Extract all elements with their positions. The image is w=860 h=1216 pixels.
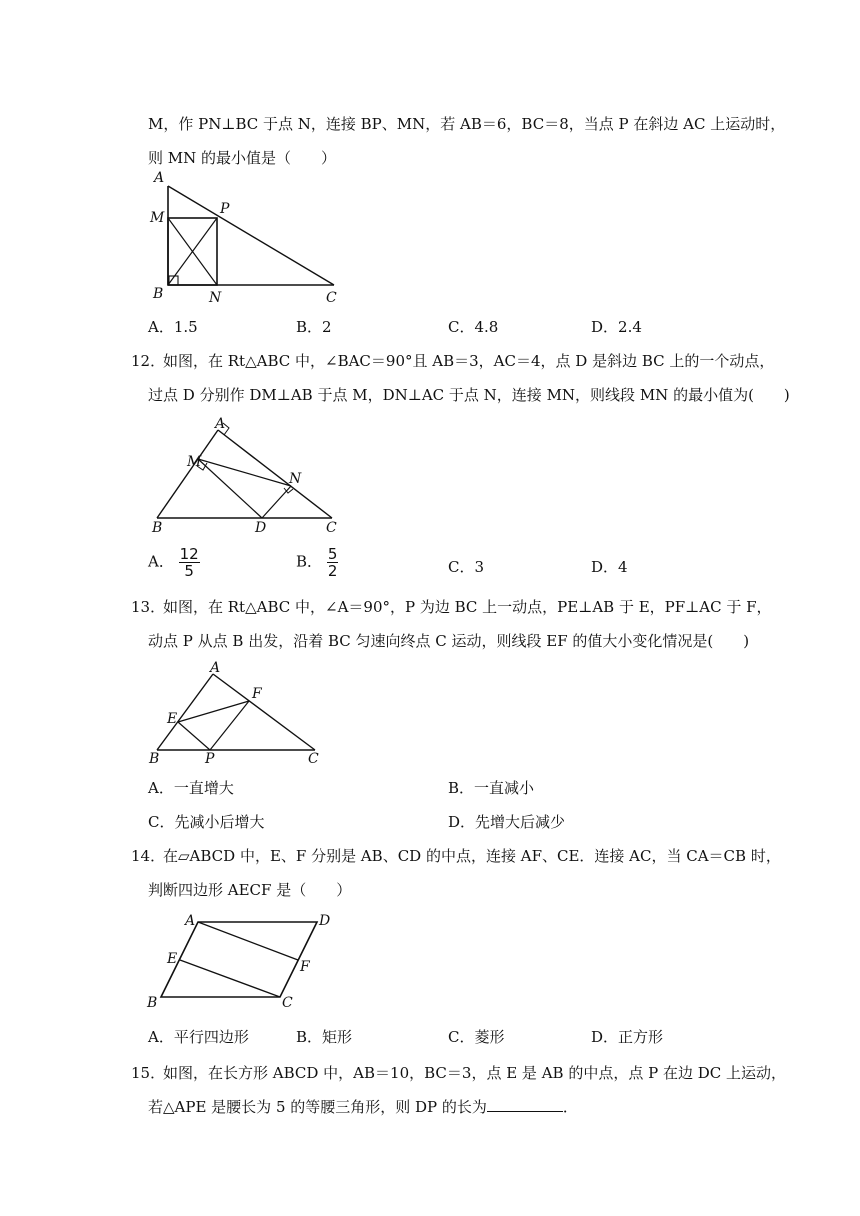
q11-option-b: B．2 xyxy=(296,318,332,336)
q13-label-a: A xyxy=(210,660,221,676)
q14-option-d: D．正方形 xyxy=(591,1028,664,1046)
q12-figure xyxy=(145,415,355,537)
q14-number: 14． xyxy=(131,847,166,865)
q11-label-c: C xyxy=(326,290,337,305)
q13-label-f: F xyxy=(252,686,262,702)
q12-label-m: M xyxy=(187,454,202,470)
q14-option-b: B．矩形 xyxy=(296,1028,353,1046)
q13-label-p: P xyxy=(205,751,215,767)
q12-option-c: C．3 xyxy=(448,558,485,576)
q13-option-d: D．先增大后减少 xyxy=(448,813,566,831)
q11-option-d: D．2.4 xyxy=(591,318,642,336)
q11-option-a: A．1.5 xyxy=(148,318,198,336)
q14-option-a: A．平行四边形 xyxy=(148,1028,249,1046)
q11-label-a: A xyxy=(154,170,165,186)
q11-figure xyxy=(140,165,350,305)
q14-label-d: D xyxy=(319,913,331,929)
q13-label-c: C xyxy=(308,751,319,767)
q11-text-line1: M，作 PN⊥BC 于点 N，连接 BP、MN，若 AB＝6，BC＝8，当点 P 在斜边 AC 上运动时， xyxy=(148,115,786,133)
q11-option-c: C．4.8 xyxy=(448,318,499,336)
q11-label-n: N xyxy=(209,290,222,305)
q15-answer-blank xyxy=(487,1097,563,1112)
q15-text-line1: 如图，在长方形 ABCD 中，AB＝10，BC＝3，点 E 是 AB 的中点，点 P 在边 DC 上运动， xyxy=(163,1064,786,1082)
q15-text-line2-before: 若△APE 是腰长为 5 的等腰三角形，则 DP 的长为 xyxy=(148,1098,487,1116)
q12-option-b-prefix: B． xyxy=(296,552,323,571)
q12-option-a-numerator: 12 xyxy=(179,545,199,563)
q12-option-d: D．4 xyxy=(591,558,628,576)
q12-option-b-fraction xyxy=(327,546,339,579)
q12-label-b: B xyxy=(152,520,163,536)
q14-figure xyxy=(140,905,350,1013)
q14-option-c: C．菱形 xyxy=(448,1028,505,1046)
q13-option-c: C．先减小后增大 xyxy=(148,813,265,831)
q14-label-c: C xyxy=(282,995,293,1011)
q12-number: 12． xyxy=(131,352,166,370)
q12-option-a-denominator: 5 xyxy=(184,562,194,580)
q12-text-line2: 过点 D 分别作 DM⊥AB 于点 M，DN⊥AC 于点 N，连接 MN，则线段 MN 的最小值为( ) xyxy=(148,386,790,404)
q14-text-line1: 在▱ABCD 中，E、F 分别是 AB、CD 的中点，连接 AF、CE．连接 AC，当 CA＝CB 时， xyxy=(163,847,781,865)
q13-number: 13． xyxy=(131,598,166,616)
q12-option-a-fraction xyxy=(179,546,200,579)
q15-number: 15． xyxy=(131,1064,166,1082)
q12-option-b-numerator: 5 xyxy=(327,545,338,563)
q12-option-a xyxy=(148,546,200,579)
q11-label-b: B xyxy=(153,286,164,302)
q11-text-line2: 则 MN 的最小值是（ ） xyxy=(148,149,337,167)
q14-label-a: A xyxy=(185,913,196,929)
q15-text-line2 xyxy=(148,1096,578,1117)
q12-option-a-prefix: A． xyxy=(148,552,174,571)
q12-label-n: N xyxy=(289,471,302,487)
q13-option-b: B．一直减小 xyxy=(448,779,535,797)
q13-text-line2: 动点 P 从点 B 出发，沿着 BC 匀速向终点 C 运动，则线段 EF 的值大小变化情况是( ) xyxy=(148,632,750,650)
q12-label-c: C xyxy=(326,520,337,536)
q13-option-a: A．一直增大 xyxy=(148,779,234,797)
q12-text-line1: 如图，在 Rt△ABC 中，∠BAC＝90°且 AB＝3，AC＝4，点 D 是斜边 BC 上的一个动点， xyxy=(163,352,775,370)
q14-label-b: B xyxy=(147,995,158,1011)
q13-label-b: B xyxy=(149,751,160,767)
q14-label-e: E xyxy=(167,951,178,967)
q12-option-b xyxy=(296,546,338,579)
q12-label-d: D xyxy=(255,520,267,536)
q13-figure xyxy=(145,660,335,768)
q13-label-e: E xyxy=(167,711,178,727)
q14-text-line2: 判断四边形 AECF 是（ ） xyxy=(148,881,352,899)
q13-text-line1: 如图，在 Rt△ABC 中，∠A＝90°，P 为边 BC 上一动点，PE⊥AB 于 E，PF⊥AC 于 F， xyxy=(163,598,772,616)
q11-label-m: M xyxy=(150,210,165,226)
q12-label-a: A xyxy=(215,416,226,432)
q15-text-line2-after: ． xyxy=(562,1098,578,1116)
q14-label-f: F xyxy=(300,959,310,975)
q11-label-p: P xyxy=(220,201,230,217)
q12-option-b-denominator: 2 xyxy=(327,562,338,580)
